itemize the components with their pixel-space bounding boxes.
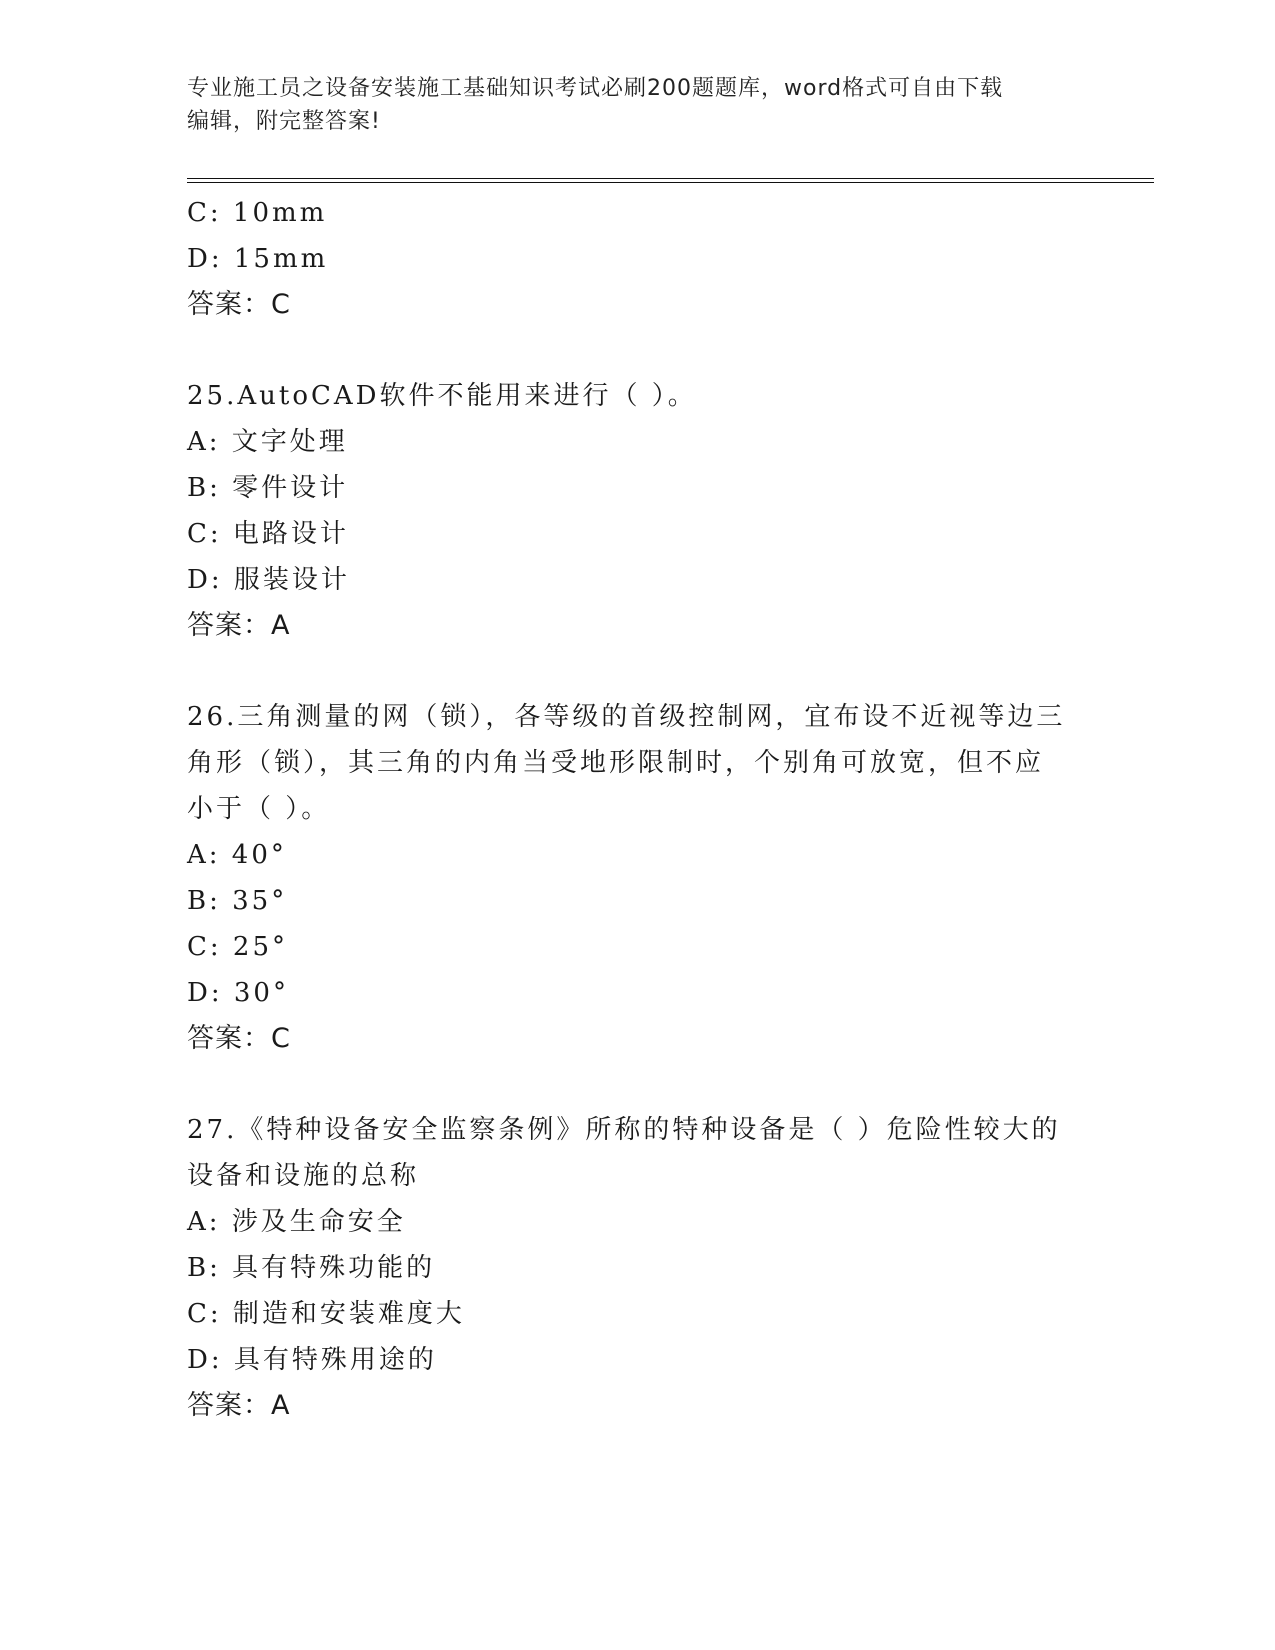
document-body [187, 190, 1087, 1429]
answer-line: 答案：A [187, 610, 291, 641]
question-text-line: 角形（锁），其三角的内角当受地形限制时，个别角可放宽，但不应 [187, 748, 1045, 778]
option-a: A: 涉及生命安全 [187, 1207, 406, 1237]
question-24-continuation [187, 190, 1087, 328]
question-25 [187, 373, 1087, 649]
option-b: B: 零件设计 [187, 473, 349, 503]
option-c: C: 25° [187, 932, 289, 962]
option-c: C: 制造和安装难度大 [187, 1299, 465, 1329]
question-text-line: 小于（ ）。 [187, 794, 331, 824]
question-text-line: 27.《特种设备安全监察条例》所称的特种设备是（ ）危险性较大的 [187, 1115, 1061, 1145]
option-c: C: 电路设计 [187, 519, 349, 549]
option-b: B: 35° [187, 886, 288, 916]
option-c: C: 10mm [187, 198, 328, 228]
option-d: D: 30° [187, 978, 289, 1008]
option-a: A: 文字处理 [187, 427, 348, 457]
header-rule-bottom [187, 182, 1154, 183]
header-rule-top [187, 178, 1154, 179]
question-text [187, 694, 1087, 832]
option-a: A: 40° [187, 840, 287, 870]
option-d: D: 15mm [187, 244, 329, 274]
question-text-line: 26.三角测量的网（锁），各等级的首级控制网，宜布设不近视等边三 [187, 702, 1066, 732]
answer-line: 答案：A [187, 1390, 291, 1421]
question-26 [187, 694, 1087, 1062]
answer-line: 答案：C [187, 289, 291, 320]
option-d: D: 服装设计 [187, 565, 350, 595]
header-line-2: 编辑，附完整答案! [187, 109, 381, 134]
answer-line: 答案：C [187, 1023, 291, 1054]
question-text-line: 设备和设施的总称 [187, 1161, 420, 1191]
question-text [187, 373, 1087, 419]
option-d: D: 具有特殊用途的 [187, 1345, 437, 1375]
option-b: B: 具有特殊功能的 [187, 1253, 436, 1283]
document-header [187, 72, 1067, 138]
question-text-line: 25.AutoCAD软件不能用来进行（ ）。 [187, 381, 697, 411]
header-line-1: 专业施工员之设备安装施工基础知识考试必刷200题题库，word格式可自由下载 [187, 76, 1004, 101]
question-text [187, 1107, 1087, 1199]
question-27 [187, 1107, 1087, 1429]
